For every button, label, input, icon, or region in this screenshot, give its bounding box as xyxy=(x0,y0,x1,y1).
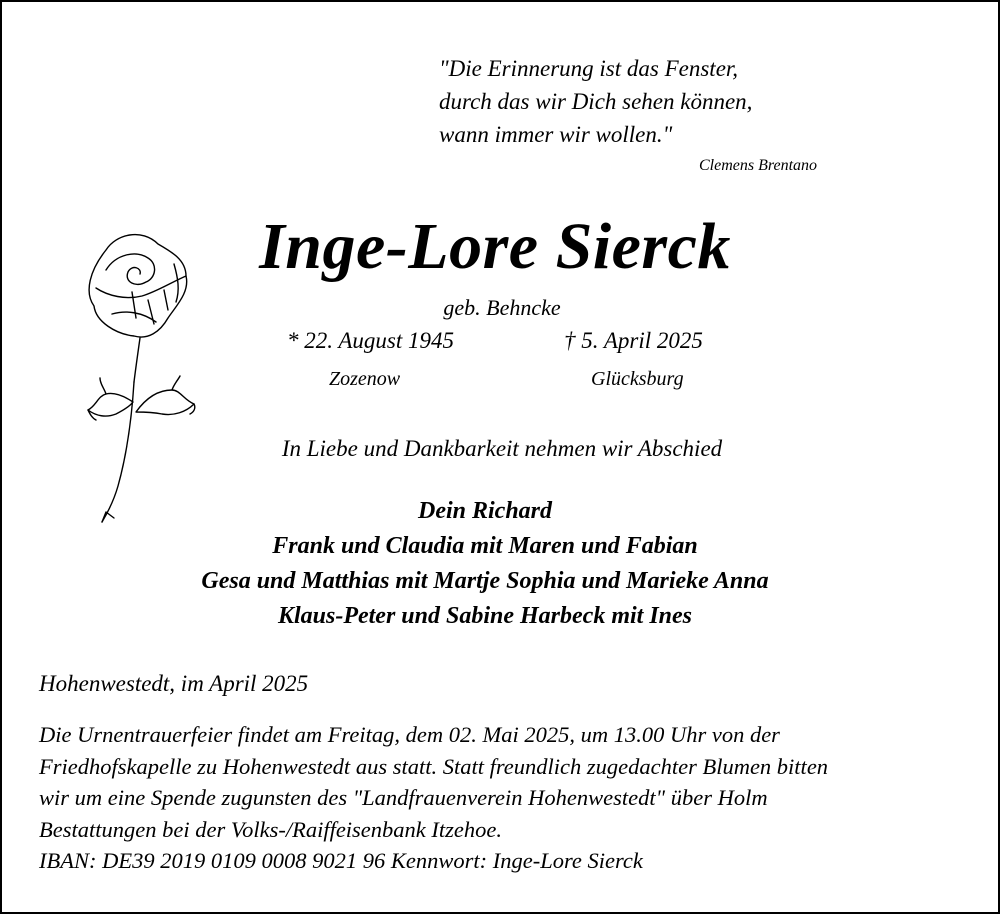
deceased-name: Inge-Lore Sierck xyxy=(259,210,731,283)
family-list xyxy=(2,494,968,634)
birth-place: Zozenow xyxy=(329,368,401,390)
quote-line: "Die Erinnerung ist das Fenster, xyxy=(439,56,739,81)
notice-line: IBAN: DE39 2019 0109 0008 9021 96 Kennwort: Inge-Lore Sierck xyxy=(39,848,643,873)
birth-name: geb. Behncke xyxy=(443,295,561,320)
notice-line: wir um eine Spende zugunsten des "Landfrauenverein Hohenwestedt" über Holm xyxy=(39,785,768,810)
place-date: Hohenwestedt, im April 2025 xyxy=(39,671,309,696)
birth-date: * 22. August 1945 xyxy=(287,328,454,353)
family-line: Klaus-Peter und Sabine Harbeck mit Ines xyxy=(277,603,693,629)
family-line: Gesa und Matthias mit Martje Sophia und Marieke Anna xyxy=(201,568,769,594)
family-line: Frank und Claudia mit Maren und Fabian xyxy=(272,533,698,559)
family-line: Dein Richard xyxy=(417,498,552,524)
quote-author: Clemens Brentano xyxy=(699,157,818,174)
death-date: † 5. April 2025 xyxy=(564,328,703,353)
notice-line: Die Urnentrauerfeier findet am Freitag, dem 02. Mai 2025, um 13.00 Uhr von der xyxy=(39,722,780,747)
notice-line: Bestattungen bei der Volks-/Raiffeisenbank Itzehoe. xyxy=(39,816,503,842)
quote-line: durch das wir Dich sehen können, xyxy=(439,89,753,114)
notice-line: Friedhofskapelle zu Hohenwestedt aus statt. Statt freundlich zugedachter Blumen bitten xyxy=(39,753,829,779)
farewell-line: In Liebe und Dankbarkeit nehmen wir Abschied xyxy=(281,436,723,461)
quote-line: wann immer wir wollen." xyxy=(439,122,673,147)
quote xyxy=(439,52,752,151)
funeral-notice xyxy=(39,719,969,877)
death-place: Glücksburg xyxy=(591,368,684,390)
